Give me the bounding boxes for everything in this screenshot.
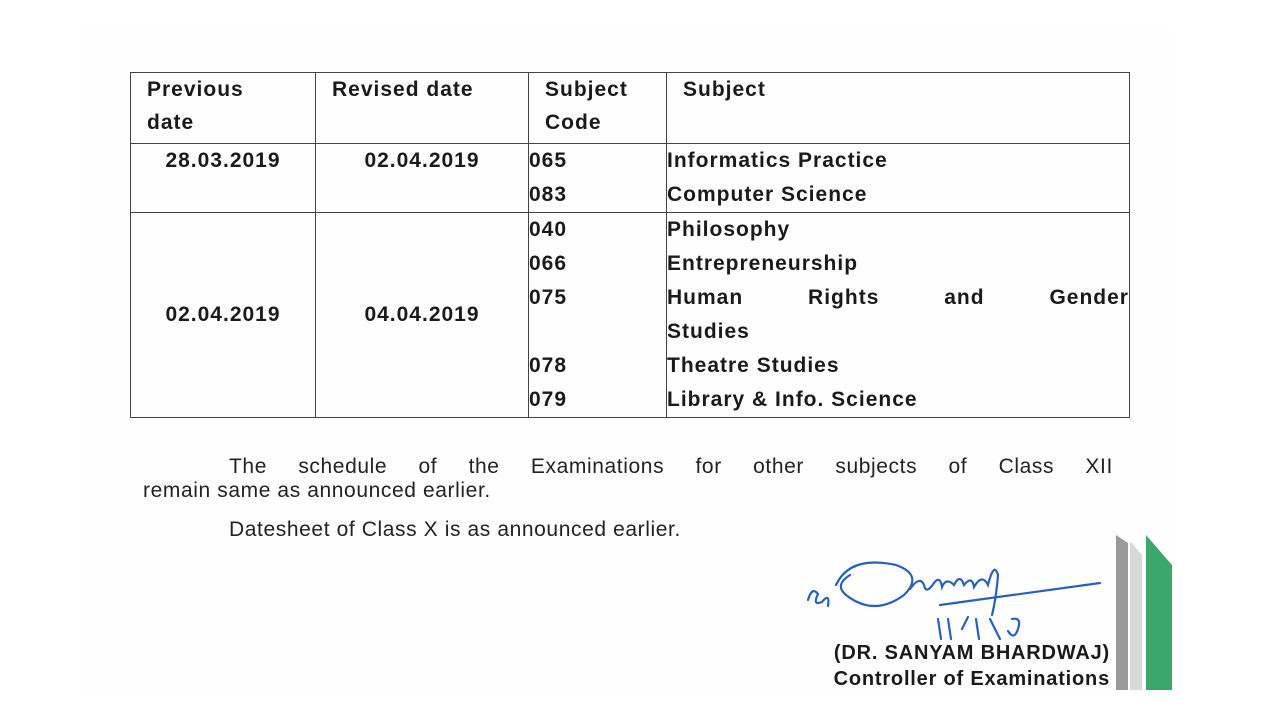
word: of [948, 455, 968, 478]
word: Class [998, 455, 1055, 478]
header-previous-date-line2: date [147, 111, 195, 134]
word: of [418, 455, 438, 478]
word: Examinations [530, 455, 665, 478]
subject-code: 078 [529, 354, 568, 377]
subject-name: Library & Info. Science [667, 388, 918, 411]
handwritten-signature [790, 545, 1110, 655]
table-header-row [131, 73, 1130, 144]
class-x-note: Datesheet of Class X is as announced earlier. [229, 518, 681, 541]
previous-date-cell: 28.03.2019 [131, 144, 316, 213]
schedule-note-line2: remain same as announced earlier. [143, 479, 491, 502]
header-subject-code [529, 73, 667, 144]
revised-date-cell: 02.04.2019 [316, 144, 529, 213]
word: other [753, 455, 805, 478]
previous-date-cell: 02.04.2019 [131, 213, 316, 418]
subject-name: Informatics Practice [667, 149, 888, 172]
revised-date-table [130, 72, 1130, 418]
word: the [468, 455, 500, 478]
subject-name: Theatre Studies [667, 354, 840, 377]
subject-code: 066 [529, 252, 568, 275]
word: The [229, 455, 267, 478]
header-revised-date [316, 73, 529, 144]
header-previous-date [131, 73, 316, 144]
word: subjects [835, 455, 918, 478]
table-row [131, 144, 1130, 213]
subject-code: 075 [529, 286, 568, 309]
word: Rights [808, 286, 880, 309]
word: Human [667, 286, 744, 309]
page-edge-stripes [1114, 535, 1174, 690]
header-subject-code-line2: Code [545, 111, 602, 134]
subject-code [529, 315, 666, 349]
word: for [695, 455, 722, 478]
word: and [944, 286, 985, 309]
header-previous-date-line1: Previous [147, 78, 244, 101]
table-row [131, 213, 1130, 418]
word: Gender [1049, 286, 1129, 309]
subject-code: 040 [529, 218, 568, 241]
signatory-block [710, 640, 1110, 692]
header-subject [667, 73, 1130, 144]
subject-code-cell [529, 144, 667, 213]
schedule-note-line1 [143, 455, 1113, 479]
subject-code: 083 [529, 183, 568, 206]
subject-name: Computer Science [667, 183, 868, 206]
subject-name: Philosophy [667, 218, 791, 241]
subject-name: Entrepreneurship [667, 252, 859, 275]
subject-name-justified [667, 281, 1129, 315]
signatory-designation: Controller of Examinations [833, 668, 1110, 690]
schedule-note-paragraph [143, 455, 1113, 503]
subject-code: 079 [529, 388, 568, 411]
revised-date-cell: 04.04.2019 [316, 213, 529, 418]
subject-cell [667, 144, 1130, 213]
signatory-name: (DR. SANYAM BHARDWAJ) [833, 642, 1110, 664]
word: schedule [298, 455, 388, 478]
word: XII [1085, 455, 1113, 478]
header-subject-label: Subject [683, 78, 766, 101]
subject-code-cell [529, 213, 667, 418]
subject-code: 065 [529, 149, 568, 172]
header-subject-code-line1: Subject [545, 78, 628, 101]
header-revised-date-label: Revised date [332, 78, 474, 101]
subject-name: Studies [667, 320, 750, 343]
subject-cell [667, 213, 1130, 418]
